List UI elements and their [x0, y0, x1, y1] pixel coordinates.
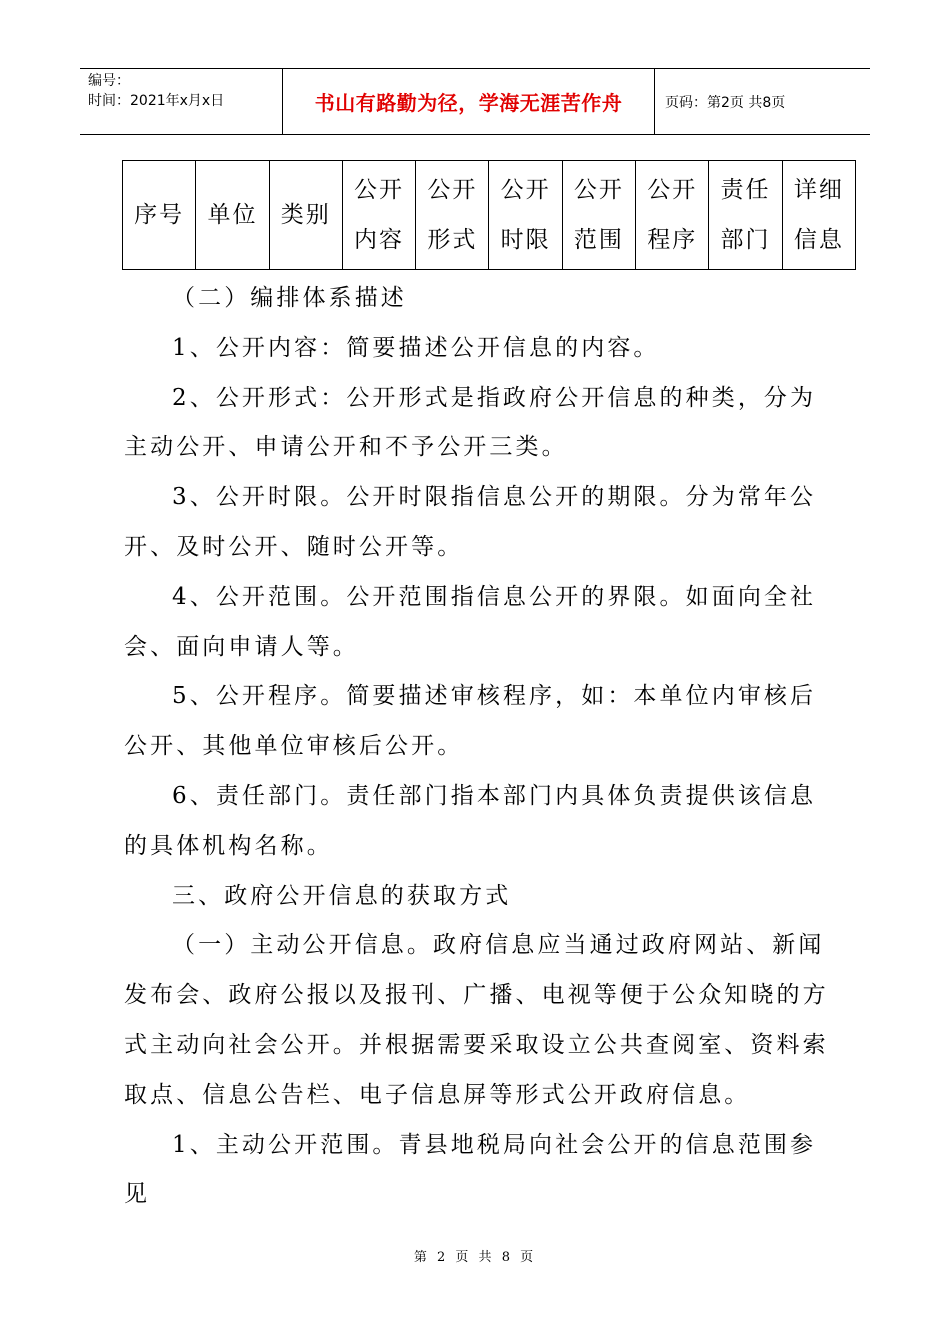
table-header-cell: 序号 — [123, 161, 196, 270]
catalog-table — [122, 160, 856, 270]
page-header — [80, 68, 870, 135]
paragraph: （一）主动公开信息。政府信息应当通过政府网站、新闻发布会、政府公报以及报刊、广播、电视等便于公众知晓的方式主动向社会公开。并根据需要采取设立公共查阅室、资料索取点、信息公告栏、电子信息屏等形式公开政府信息。 — [124, 932, 829, 1108]
header-page-info: 页码：第2页 共8页 — [665, 94, 786, 111]
table-header-cell: 公开 程序 — [636, 161, 709, 270]
table-header-cell: 公开 时限 — [489, 161, 562, 270]
table-header-cell: 公开 范围 — [562, 161, 635, 270]
table-header-cell: 类别 — [269, 161, 342, 270]
section-heading: 三、政府公开信息的获取方式 — [172, 882, 512, 909]
paragraph: 1、公开内容：简要描述公开信息的内容。 — [172, 334, 660, 361]
table-header-cell: 详细 信息 — [782, 161, 855, 270]
paragraph: 4、公开范围。公开范围指信息公开的界限。如面向全社会、面向申请人等。 — [124, 583, 817, 660]
document-date: 时间：2021年x月x日 — [88, 93, 225, 109]
paragraph: 1、主动公开范围。青县地税局向社会公开的信息范围参见 — [124, 1131, 817, 1208]
table-header-cell: 公开 形式 — [416, 161, 489, 270]
header-meta — [80, 69, 283, 134]
document-number-label: 编号： — [88, 73, 130, 89]
paragraph: 2、公开形式：公开形式是指政府公开信息的种类，分为主动公开、申请公开和不予公开三类。 — [124, 384, 817, 461]
section-heading: （二）编排体系描述 — [172, 285, 407, 311]
paragraph: 6、责任部门。责任部门指本部门内具体负责提供该信息的具体机构名称。 — [124, 782, 817, 859]
table-header-cell: 责任 部门 — [709, 161, 782, 270]
paragraph: 3、公开时限。公开时限指信息公开的期限。分为常年公开、及时公开、随时公开等。 — [124, 484, 817, 560]
table-header-cell: 公开 内容 — [342, 161, 415, 270]
table-header-cell: 单位 — [196, 161, 269, 270]
header-motto: 书山有路勤为径，学海无涯苦作舟 — [283, 69, 655, 134]
paragraph: 5、公开程序。简要描述审核程序，如：本单位内审核后公开、其他单位审核后公开。 — [124, 683, 817, 760]
table-header-row — [123, 161, 856, 270]
document-body — [124, 274, 834, 1220]
page-footer: 第 2 页 共 8 页 — [413, 1250, 537, 1265]
